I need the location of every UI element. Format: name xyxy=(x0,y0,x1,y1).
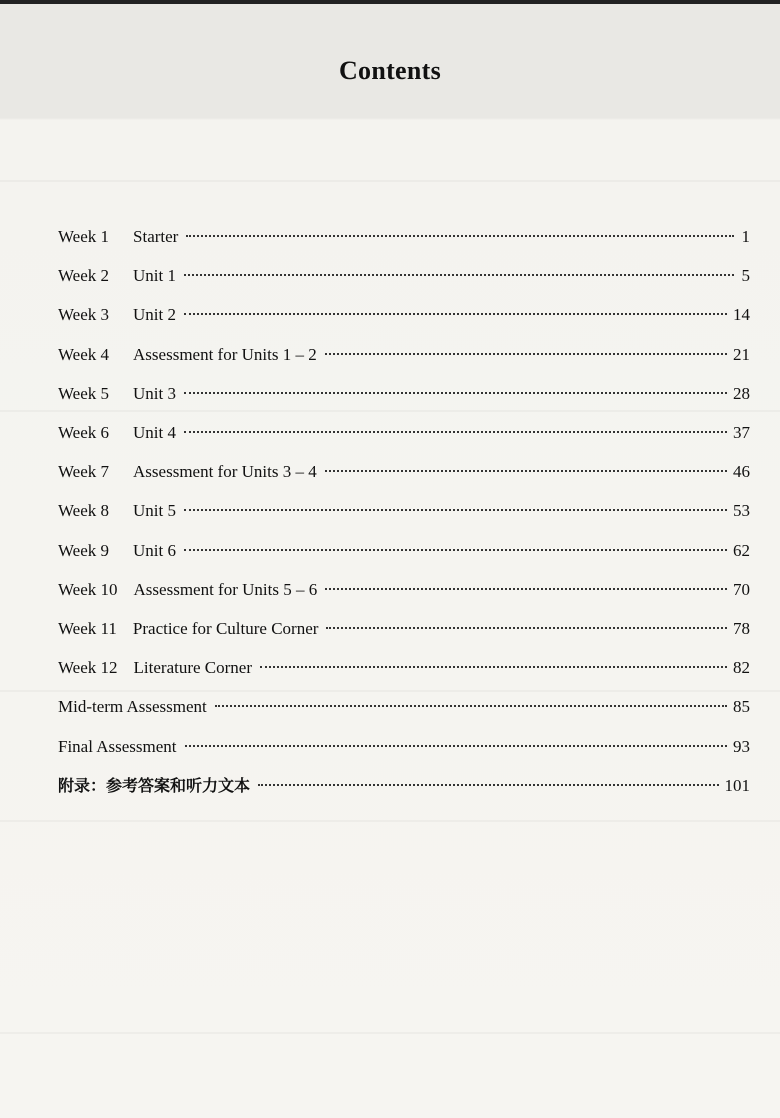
toc-page-number: 101 xyxy=(724,776,750,795)
toc-entry-week-8[interactable] xyxy=(58,496,750,526)
toc-topic: Starter xyxy=(133,227,179,246)
toc-entry-week-5[interactable] xyxy=(58,379,750,409)
toc-page-number: 53 xyxy=(733,501,750,520)
dot-leader xyxy=(184,313,727,315)
toc-week-label: Week 8 xyxy=(58,501,110,520)
toc-entry-week-2[interactable] xyxy=(58,261,750,291)
show-through-line xyxy=(0,180,780,182)
show-through-line xyxy=(0,410,780,412)
toc-topic: Unit 2 xyxy=(133,305,177,324)
dot-leader xyxy=(184,274,734,276)
toc-topic: Assessment for Units 5 – 6 xyxy=(133,580,318,599)
toc-page-number: 5 xyxy=(741,266,750,285)
toc-topic: Unit 4 xyxy=(133,423,177,442)
toc-week-label: Week 10 xyxy=(58,580,118,599)
toc-page-number: 93 xyxy=(733,737,750,756)
dot-leader xyxy=(185,745,727,747)
toc-entry-week-4[interactable] xyxy=(58,340,750,370)
dot-leader xyxy=(184,509,727,511)
toc-week-label: Week 3 xyxy=(58,305,110,324)
toc-week-label: Week 4 xyxy=(58,345,110,364)
toc-entry-week-12[interactable] xyxy=(58,653,750,683)
dot-leader xyxy=(215,705,727,707)
toc-topic: Assessment for Units 3 – 4 xyxy=(133,462,317,481)
dot-leader xyxy=(184,431,727,433)
toc-week-label: Week 7 xyxy=(58,462,110,481)
toc-page-number: 46 xyxy=(733,462,750,481)
page-title: Contents xyxy=(338,56,442,85)
toc-page-number: 28 xyxy=(733,384,750,403)
toc-entry-week-10[interactable] xyxy=(58,575,750,605)
dot-leader xyxy=(326,627,727,629)
toc-entry-week-9[interactable] xyxy=(58,536,750,566)
toc-topic: Literature Corner xyxy=(133,658,252,677)
toc-page-number: 1 xyxy=(741,227,750,246)
toc-week-label: Week 5 xyxy=(58,384,110,403)
toc-week-label: Week 12 xyxy=(58,658,118,677)
toc-entry-week-7[interactable] xyxy=(58,457,750,487)
dot-leader xyxy=(184,392,727,394)
toc-topic: Assessment for Units 1 – 2 xyxy=(133,345,317,364)
toc-week-label: Mid-term Assessment xyxy=(58,697,207,716)
toc-page-number: 14 xyxy=(733,305,750,324)
toc-page-number: 70 xyxy=(733,580,750,599)
toc-page-number: 62 xyxy=(733,541,750,560)
toc-week-label: Week 6 xyxy=(58,423,110,442)
dot-leader xyxy=(184,549,727,551)
toc-topic: Unit 5 xyxy=(133,501,177,520)
toc-topic: Practice for Culture Corner xyxy=(132,619,319,638)
toc-entry-week-3[interactable] xyxy=(58,300,750,330)
toc-entry-mid-term-assessment[interactable] xyxy=(58,692,750,722)
toc-entry-final-assessment[interactable] xyxy=(58,732,750,762)
toc-week-label: Final Assessment xyxy=(58,737,177,756)
toc-page-number: 85 xyxy=(733,697,750,716)
show-through-line xyxy=(0,820,780,822)
dot-leader xyxy=(260,666,727,668)
toc-entry-week-11[interactable] xyxy=(58,614,750,644)
toc-week-label: 附录：参考答案和听力文本 xyxy=(58,776,251,795)
toc-entry-appendix[interactable] xyxy=(58,771,750,801)
toc-week-label: Week 2 xyxy=(58,266,110,285)
toc-page-number: 21 xyxy=(733,345,750,364)
toc-week-label: Week 9 xyxy=(58,541,110,560)
show-through-line xyxy=(0,1032,780,1034)
toc-page-number: 78 xyxy=(733,619,750,638)
toc-page-number: 37 xyxy=(733,423,750,442)
dot-leader xyxy=(186,235,734,237)
toc-page-number: 82 xyxy=(733,658,750,677)
dot-leader xyxy=(325,588,727,590)
toc-entry-week-1[interactable] xyxy=(58,222,750,252)
toc-topic: Unit 1 xyxy=(133,266,177,285)
page-top-edge xyxy=(0,0,780,4)
toc-week-label: Week 11 xyxy=(58,619,117,638)
dot-leader xyxy=(258,784,718,786)
toc-week-label: Week 1 xyxy=(58,227,110,246)
dot-leader xyxy=(325,470,727,472)
toc-topic: Unit 3 xyxy=(133,384,177,403)
toc-topic: Unit 6 xyxy=(133,541,177,560)
dot-leader xyxy=(325,353,727,355)
toc-entry-week-6[interactable] xyxy=(58,418,750,448)
